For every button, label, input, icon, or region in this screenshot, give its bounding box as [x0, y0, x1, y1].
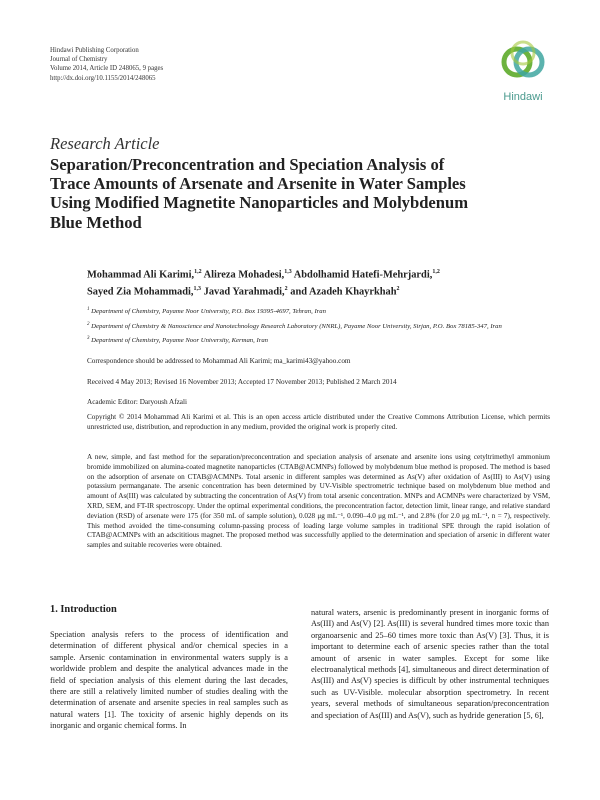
affiliation-text: Department of Chemistry & Nanoscience and Nanotechnology Research Laboratory (NNRL), Payame Noor University, Sirjan, P.O. Box 78185-347, Iran — [91, 322, 502, 330]
intro-column-left: Speciation analysis refers to the process of identification and determination of different physical and/or chemical species in a sample. Arsenic contamination in environmental waters supply is a worldwide problem and despite the analytical advances made in the field of speciation analysis of this element during the last decades, there are still a relatively limited number of studies dealing with the determination of arsenate and arsenite species in real samples such as natural waters [1]. The toxicity of arsenic highly depends on its inorganic and organic chemical forms. In — [50, 630, 288, 731]
hindawi-logo — [494, 40, 552, 103]
author-name: Abdolhamid Hatefi-Mehrjardi, — [293, 269, 433, 281]
author-name: Javad Yarahmadi, — [203, 286, 285, 298]
doi-link[interactable]: http://dx.doi.org/10.1155/2014/248065 — [50, 74, 156, 82]
author-affil-sup: 1,3 — [193, 286, 202, 293]
affiliation-list — [87, 305, 557, 349]
author-affil-sup: 1,3 — [284, 269, 292, 275]
academic-editor: Academic Editor: Daryoush Afzali — [87, 398, 187, 406]
volume-info: Volume 2014, Article ID 248065, 9 pages — [50, 65, 164, 73]
journal-header — [50, 46, 163, 83]
author-affil-sup: 2 — [284, 286, 288, 293]
publication-dates: Received 4 May 2013; Revised 16 November 2013; Accepted 17 November 2013; Published 2 March 2014 — [87, 378, 397, 386]
title-line: Using Modified Magnetite Nanoparticles and Molybdenum — [50, 193, 469, 213]
hindawi-logo-text: Hindawi — [503, 91, 543, 103]
author-affil-sup: 1,2 — [432, 269, 440, 275]
author-list — [87, 265, 557, 300]
affiliation-text: Department of Chemistry, Payame Noor University, Kerman, Iran — [91, 337, 269, 345]
hindawi-logo-icon — [494, 40, 552, 84]
title-line: Trace Amounts of Arsenate and Arsenite in Water Samples — [50, 174, 466, 194]
publisher-name: Hindawi Publishing Corporation — [50, 47, 139, 54]
correspondence: Correspondence should be addressed to Mohammad Ali Karimi; ma_karimi43@yahoo.com — [87, 357, 351, 365]
intro-column-right: natural waters, arsenic is predominantly present in inorganic forms of As(III) and As(V) [2]. As(III) is several hundred times more toxic than organoarsenic and 25–60 times more toxic than As(V) [3]. Thus, it is important to determine each of arsenic species rather than the total amount of arsenic in water samples. Except for some like electroanalytical methods [4], simultaneous and direct determination of As(III) and As(V) species is difficult by other instrumental techniques such as UV-Visible. molecular absorption spectrometry. In recent years, several methods of simultaneous separation/preconcentration and speciation of As(III) and As(V), such as hydride generation [5, 6], — [311, 608, 549, 720]
affiliation — [87, 305, 557, 317]
article-type: Research Article — [50, 134, 160, 153]
author-name: Mohammad Ali Karimi, — [87, 269, 195, 281]
journal-name: Journal of Chemistry — [50, 56, 108, 64]
affiliation — [87, 334, 557, 346]
affiliation-number: 2 — [87, 321, 90, 327]
copyright-notice: Copyright © 2014 Mohammad Ali Karimi et al. This is an open access article distributed under the Creative Commons Attribution License, which permits unrestricted use, distribution, and reproduction in any medium, provided the original work is properly cited. — [87, 413, 550, 431]
author-affil-sup: 2 — [396, 286, 400, 293]
affiliation-number: 3 — [87, 336, 90, 342]
author-name: Alireza Mohadesi, — [203, 269, 285, 281]
author-line — [87, 282, 557, 299]
paper-title — [50, 155, 550, 232]
author-affil-sup: 1,2 — [194, 269, 202, 275]
abstract: A new, simple, and fast method for the separation/preconcentration and speciation analysis of arsenate and arsenite ions using cetyltrimethyl ammonium bromide immobilized on alumina-coated magnetite nanoparticles (CTAB@ACMNPs) followed by molybdenum blue method is proposed. The method is based on the adsorption of arsenate on CTAB@ACMNPs. Total arsenic in different samples was determined as As(V) after oxidation of As(III) to As(V) using potassium permanganate. The arsenic concentration has been determined by UV-Visible spectrometric technique based on molybdenum blue method and amount of As(III) was calculated by subtracting the concentration of As(V) from total arsenic concentration. MNPs and ACMNPs were characterized by VSM, XRD, SEM, and FT-IR spectroscopy. Under the optimal experimental conditions, the preconcentration factor, detection limit, linear range, and relative standard deviation (RSD) of arsenate were 175 (for 350 mL of sample solution), 0.028 μg mL⁻¹, 0.090–4.0 μg mL⁻¹, and 2.8% (for 2.0 μg mL⁻¹, n = 7), respectively. This method avoided the time-consuming column-passing process of loading large volume samples in traditional SPE through the rapid isolation of CTAB@ACMNPs with an adscititious magnet. The proposed method was successfully applied to the determination and speciation of arsenic in different water samples and suitable recoveries were obtained. — [87, 453, 550, 550]
affiliation — [87, 320, 557, 332]
affiliation-text: Department of Chemistry, Payame Noor University, P.O. Box 19395-4697, Tehran, Iran — [91, 308, 326, 316]
author-name: Sayed Zia Mohammadi, — [87, 286, 194, 298]
title-line: Separation/Preconcentration and Speciation Analysis of — [50, 155, 445, 174]
title-line: Blue Method — [50, 212, 142, 232]
author-line — [87, 265, 557, 282]
author-name: and Azadeh Khayrkhah — [290, 286, 397, 298]
section-heading-introduction: 1. Introduction — [50, 604, 117, 615]
affiliation-number: 1 — [87, 307, 90, 312]
